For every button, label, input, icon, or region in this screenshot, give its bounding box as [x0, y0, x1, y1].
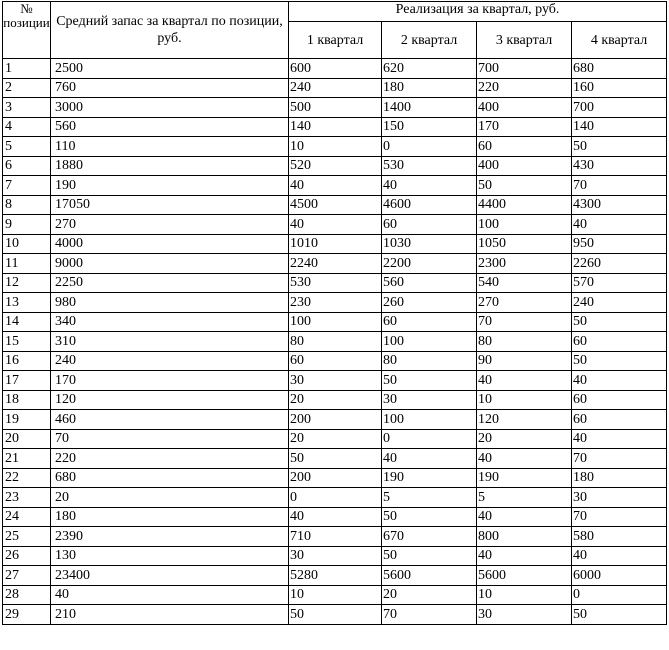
cell-quarter-2: 560 — [382, 273, 477, 293]
cell-quarter-2: 40 — [382, 176, 477, 196]
cell-quarter-2: 30 — [382, 390, 477, 410]
cell-position: 9 — [3, 215, 51, 235]
cell-quarter-4: 60 — [572, 390, 667, 410]
cell-quarter-4: 40 — [572, 371, 667, 391]
cell-quarter-2: 100 — [382, 332, 477, 352]
cell-avg-stock: 4000 — [51, 234, 289, 254]
table-row — [3, 605, 667, 625]
cell-quarter-2: 670 — [382, 527, 477, 547]
cell-quarter-4: 30 — [572, 488, 667, 508]
cell-quarter-3: 270 — [477, 293, 572, 313]
cell-position: 29 — [3, 605, 51, 625]
cell-quarter-1: 4500 — [289, 195, 382, 215]
cell-quarter-3: 50 — [477, 176, 572, 196]
cell-position: 5 — [3, 137, 51, 157]
cell-avg-stock: 170 — [51, 371, 289, 391]
table-row — [3, 78, 667, 98]
cell-quarter-4: 70 — [572, 176, 667, 196]
cell-quarter-1: 0 — [289, 488, 382, 508]
cell-position: 22 — [3, 468, 51, 488]
cell-quarter-2: 80 — [382, 351, 477, 371]
header-quarter-3: 3 квартал — [477, 22, 572, 59]
cell-quarter-2: 50 — [382, 371, 477, 391]
table-row — [3, 585, 667, 605]
cell-avg-stock: 190 — [51, 176, 289, 196]
table-row — [3, 488, 667, 508]
cell-quarter-2: 50 — [382, 546, 477, 566]
cell-position: 20 — [3, 429, 51, 449]
cell-quarter-1: 200 — [289, 468, 382, 488]
cell-quarter-4: 0 — [572, 585, 667, 605]
table-row — [3, 215, 667, 235]
cell-quarter-2: 1030 — [382, 234, 477, 254]
cell-avg-stock: 2390 — [51, 527, 289, 547]
cell-avg-stock: 70 — [51, 429, 289, 449]
cell-quarter-1: 200 — [289, 410, 382, 430]
cell-quarter-3: 40 — [477, 371, 572, 391]
cell-quarter-3: 400 — [477, 98, 572, 118]
cell-position: 8 — [3, 195, 51, 215]
header-quarter-1: 1 квартал — [289, 22, 382, 59]
cell-quarter-2: 60 — [382, 215, 477, 235]
cell-quarter-1: 80 — [289, 332, 382, 352]
cell-position: 11 — [3, 254, 51, 274]
cell-avg-stock: 2250 — [51, 273, 289, 293]
table-row — [3, 332, 667, 352]
cell-position: 28 — [3, 585, 51, 605]
cell-quarter-2: 260 — [382, 293, 477, 313]
cell-position: 13 — [3, 293, 51, 313]
cell-quarter-4: 70 — [572, 507, 667, 527]
cell-quarter-4: 700 — [572, 98, 667, 118]
inventory-sales-table — [2, 1, 667, 625]
header-quarter-2: 2 квартал — [382, 22, 477, 59]
cell-quarter-3: 40 — [477, 507, 572, 527]
cell-quarter-2: 5 — [382, 488, 477, 508]
cell-quarter-3: 1050 — [477, 234, 572, 254]
cell-quarter-1: 100 — [289, 312, 382, 332]
cell-quarter-1: 600 — [289, 59, 382, 79]
table-row — [3, 137, 667, 157]
cell-quarter-4: 240 — [572, 293, 667, 313]
cell-avg-stock: 1880 — [51, 156, 289, 176]
cell-quarter-1: 40 — [289, 215, 382, 235]
cell-position: 18 — [3, 390, 51, 410]
table-body — [3, 59, 667, 625]
cell-avg-stock: 560 — [51, 117, 289, 137]
table-row — [3, 273, 667, 293]
cell-position: 16 — [3, 351, 51, 371]
cell-quarter-2: 70 — [382, 605, 477, 625]
cell-quarter-4: 50 — [572, 351, 667, 371]
cell-quarter-3: 120 — [477, 410, 572, 430]
table-row — [3, 468, 667, 488]
cell-quarter-1: 20 — [289, 429, 382, 449]
cell-position: 15 — [3, 332, 51, 352]
cell-quarter-3: 190 — [477, 468, 572, 488]
cell-quarter-1: 230 — [289, 293, 382, 313]
cell-avg-stock: 20 — [51, 488, 289, 508]
cell-avg-stock: 980 — [51, 293, 289, 313]
table-row — [3, 546, 667, 566]
cell-quarter-4: 60 — [572, 332, 667, 352]
cell-quarter-3: 540 — [477, 273, 572, 293]
cell-quarter-4: 50 — [572, 137, 667, 157]
cell-quarter-1: 2240 — [289, 254, 382, 274]
header-position-no: № позиции — [3, 2, 51, 59]
cell-avg-stock: 17050 — [51, 195, 289, 215]
cell-quarter-4: 140 — [572, 117, 667, 137]
cell-position: 27 — [3, 566, 51, 586]
cell-quarter-4: 40 — [572, 429, 667, 449]
cell-quarter-3: 170 — [477, 117, 572, 137]
cell-quarter-4: 430 — [572, 156, 667, 176]
table-row — [3, 156, 667, 176]
cell-quarter-4: 580 — [572, 527, 667, 547]
cell-quarter-1: 30 — [289, 546, 382, 566]
table-row — [3, 293, 667, 313]
cell-position: 25 — [3, 527, 51, 547]
cell-quarter-1: 140 — [289, 117, 382, 137]
cell-quarter-3: 70 — [477, 312, 572, 332]
cell-position: 12 — [3, 273, 51, 293]
cell-position: 10 — [3, 234, 51, 254]
cell-avg-stock: 40 — [51, 585, 289, 605]
cell-quarter-4: 180 — [572, 468, 667, 488]
cell-quarter-2: 40 — [382, 449, 477, 469]
cell-quarter-4: 40 — [572, 546, 667, 566]
cell-avg-stock: 180 — [51, 507, 289, 527]
cell-avg-stock: 120 — [51, 390, 289, 410]
table-row — [3, 351, 667, 371]
header-avg-stock: Средний запас за квартал по позиции, руб. — [51, 2, 289, 59]
header-sales-group: Реализация за квартал, руб. — [289, 2, 667, 22]
cell-quarter-2: 5600 — [382, 566, 477, 586]
cell-quarter-4: 6000 — [572, 566, 667, 586]
cell-quarter-3: 30 — [477, 605, 572, 625]
cell-position: 7 — [3, 176, 51, 196]
cell-avg-stock: 110 — [51, 137, 289, 157]
cell-quarter-3: 400 — [477, 156, 572, 176]
cell-quarter-4: 680 — [572, 59, 667, 79]
cell-quarter-1: 10 — [289, 585, 382, 605]
cell-quarter-4: 950 — [572, 234, 667, 254]
cell-quarter-4: 160 — [572, 78, 667, 98]
cell-quarter-3: 40 — [477, 546, 572, 566]
cell-quarter-3: 60 — [477, 137, 572, 157]
cell-quarter-3: 5600 — [477, 566, 572, 586]
table-row — [3, 117, 667, 137]
table-row — [3, 449, 667, 469]
cell-quarter-4: 2260 — [572, 254, 667, 274]
cell-quarter-4: 70 — [572, 449, 667, 469]
cell-avg-stock: 130 — [51, 546, 289, 566]
cell-quarter-1: 520 — [289, 156, 382, 176]
cell-quarter-2: 180 — [382, 78, 477, 98]
cell-position: 23 — [3, 488, 51, 508]
cell-quarter-3: 5 — [477, 488, 572, 508]
cell-quarter-3: 80 — [477, 332, 572, 352]
cell-position: 3 — [3, 98, 51, 118]
cell-quarter-1: 50 — [289, 605, 382, 625]
cell-quarter-4: 4300 — [572, 195, 667, 215]
cell-quarter-2: 100 — [382, 410, 477, 430]
cell-quarter-1: 10 — [289, 137, 382, 157]
cell-position: 2 — [3, 78, 51, 98]
table-row — [3, 254, 667, 274]
cell-avg-stock: 9000 — [51, 254, 289, 274]
cell-quarter-1: 240 — [289, 78, 382, 98]
cell-quarter-2: 0 — [382, 137, 477, 157]
cell-quarter-1: 20 — [289, 390, 382, 410]
cell-quarter-3: 220 — [477, 78, 572, 98]
cell-avg-stock: 210 — [51, 605, 289, 625]
cell-avg-stock: 2500 — [51, 59, 289, 79]
cell-quarter-4: 40 — [572, 215, 667, 235]
cell-avg-stock: 220 — [51, 449, 289, 469]
cell-quarter-3: 40 — [477, 449, 572, 469]
cell-quarter-1: 710 — [289, 527, 382, 547]
cell-quarter-2: 620 — [382, 59, 477, 79]
cell-avg-stock: 270 — [51, 215, 289, 235]
cell-quarter-1: 5280 — [289, 566, 382, 586]
cell-position: 24 — [3, 507, 51, 527]
cell-quarter-3: 2300 — [477, 254, 572, 274]
cell-quarter-2: 0 — [382, 429, 477, 449]
cell-quarter-1: 30 — [289, 371, 382, 391]
cell-quarter-3: 800 — [477, 527, 572, 547]
cell-quarter-3: 20 — [477, 429, 572, 449]
table-row — [3, 195, 667, 215]
header-quarter-4: 4 квартал — [572, 22, 667, 59]
table-row — [3, 566, 667, 586]
cell-avg-stock: 680 — [51, 468, 289, 488]
cell-avg-stock: 760 — [51, 78, 289, 98]
table-row — [3, 98, 667, 118]
cell-quarter-2: 60 — [382, 312, 477, 332]
cell-quarter-2: 2200 — [382, 254, 477, 274]
table-row — [3, 371, 667, 391]
cell-quarter-3: 10 — [477, 585, 572, 605]
cell-avg-stock: 310 — [51, 332, 289, 352]
cell-quarter-1: 530 — [289, 273, 382, 293]
cell-quarter-4: 50 — [572, 605, 667, 625]
table-row — [3, 59, 667, 79]
cell-avg-stock: 23400 — [51, 566, 289, 586]
cell-quarter-1: 500 — [289, 98, 382, 118]
cell-quarter-2: 530 — [382, 156, 477, 176]
cell-quarter-4: 570 — [572, 273, 667, 293]
table-row — [3, 429, 667, 449]
cell-quarter-3: 100 — [477, 215, 572, 235]
table-row — [3, 410, 667, 430]
table-row — [3, 312, 667, 332]
table-row — [3, 176, 667, 196]
cell-quarter-3: 4400 — [477, 195, 572, 215]
cell-position: 6 — [3, 156, 51, 176]
cell-avg-stock: 460 — [51, 410, 289, 430]
cell-quarter-1: 1010 — [289, 234, 382, 254]
cell-position: 14 — [3, 312, 51, 332]
cell-quarter-2: 4600 — [382, 195, 477, 215]
cell-quarter-2: 150 — [382, 117, 477, 137]
cell-quarter-2: 190 — [382, 468, 477, 488]
cell-quarter-4: 50 — [572, 312, 667, 332]
cell-avg-stock: 3000 — [51, 98, 289, 118]
table-row — [3, 234, 667, 254]
cell-quarter-3: 700 — [477, 59, 572, 79]
cell-quarter-1: 40 — [289, 176, 382, 196]
table-row — [3, 390, 667, 410]
cell-position: 21 — [3, 449, 51, 469]
cell-quarter-4: 60 — [572, 410, 667, 430]
cell-position: 4 — [3, 117, 51, 137]
cell-quarter-1: 60 — [289, 351, 382, 371]
cell-quarter-2: 20 — [382, 585, 477, 605]
cell-quarter-3: 10 — [477, 390, 572, 410]
cell-quarter-1: 40 — [289, 507, 382, 527]
table-row — [3, 527, 667, 547]
cell-quarter-2: 1400 — [382, 98, 477, 118]
cell-quarter-1: 50 — [289, 449, 382, 469]
cell-avg-stock: 240 — [51, 351, 289, 371]
header-row-1 — [3, 2, 667, 22]
cell-position: 1 — [3, 59, 51, 79]
cell-position: 19 — [3, 410, 51, 430]
cell-quarter-3: 90 — [477, 351, 572, 371]
table-row — [3, 507, 667, 527]
cell-position: 17 — [3, 371, 51, 391]
cell-position: 26 — [3, 546, 51, 566]
cell-avg-stock: 340 — [51, 312, 289, 332]
cell-quarter-2: 50 — [382, 507, 477, 527]
